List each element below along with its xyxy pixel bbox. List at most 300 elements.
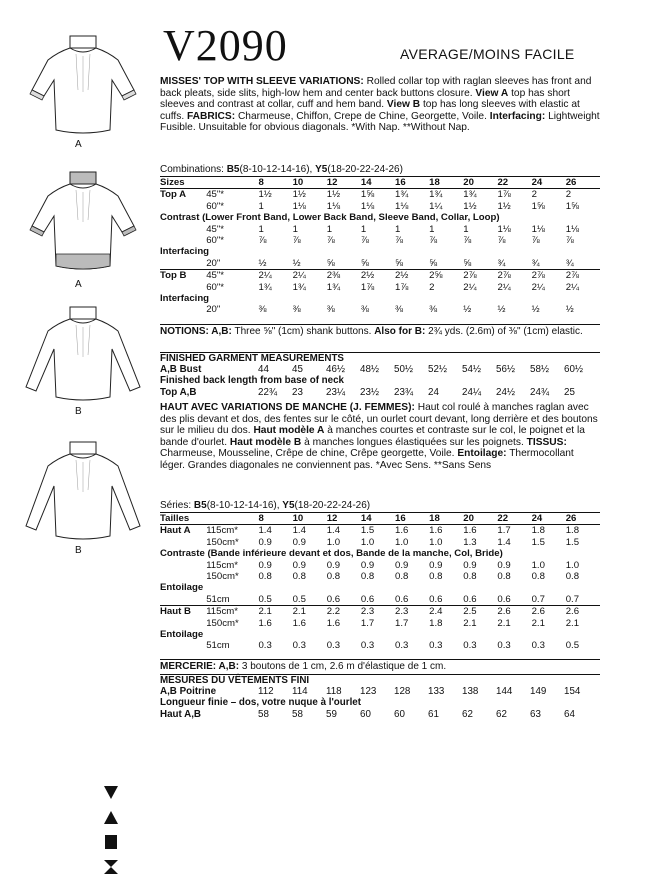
fabric-width: 150cm* xyxy=(206,617,239,629)
table-cell: 1 xyxy=(429,223,435,235)
length-value: 64 xyxy=(564,708,575,720)
table-cell: 1.8 xyxy=(565,525,580,537)
table-cell: ½ xyxy=(463,304,472,316)
table-cell: ⅞ xyxy=(463,235,472,247)
length-value: 23¾ xyxy=(394,386,414,398)
fabric-width: 115cm* xyxy=(202,606,258,618)
fabric-width: 45"* xyxy=(206,223,224,235)
table-cell: 1.8 xyxy=(531,525,545,537)
table-cell: 2.3 xyxy=(361,606,395,618)
table-cell: ⅝ xyxy=(429,257,438,269)
size-header: 26 xyxy=(566,513,600,525)
table-cell: 1¾ xyxy=(463,189,477,201)
table-cell: 0.6 xyxy=(429,593,443,605)
table-cell: 2.2 xyxy=(327,606,361,618)
bust-value: 154 xyxy=(564,686,581,698)
sketch-label-a2: A xyxy=(75,279,82,290)
bold-phrase: FABRICS: xyxy=(187,110,236,122)
bold-phrase: MISSES' TOP WITH SLEEVE VARIATIONS: xyxy=(160,76,364,87)
text-phrase: Three ⅝" (1cm) shank buttons. xyxy=(231,326,375,337)
table-cell: 2.1 xyxy=(531,617,545,629)
french-yardage-table xyxy=(160,512,600,652)
table-cell: 2⅞ xyxy=(566,270,600,282)
table-cell: 0.6 xyxy=(326,593,341,605)
table-cell: 0.9 xyxy=(429,559,443,571)
row-label xyxy=(160,618,202,629)
table-cell: 1⅛ xyxy=(326,200,341,212)
table-cell: 0.8 xyxy=(360,571,375,583)
table-cell: 2.6 xyxy=(566,606,600,618)
view-b-back-sketch xyxy=(18,305,148,405)
text-phrase: top has short sleeves and contrast at collar, cuff and hem band. xyxy=(160,87,570,111)
table-cell: 2½ xyxy=(395,270,429,282)
table-row xyxy=(160,571,600,582)
table-cell: ½ xyxy=(497,304,506,316)
table-cell: ⅝ xyxy=(326,257,335,269)
length-value: 63 xyxy=(530,708,541,720)
table-cell: ¾ xyxy=(531,257,540,269)
table-cell: 1.5 xyxy=(531,536,545,548)
section-label: Interfacing xyxy=(160,293,210,305)
bust-value: 149 xyxy=(530,686,547,698)
combinations-prefix: Combinations: xyxy=(160,164,227,175)
table-cell: ¾ xyxy=(497,257,506,269)
table-cell: 1½ xyxy=(292,189,306,201)
table-cell: 1.7 xyxy=(360,617,375,629)
bust-value: 50½ xyxy=(394,364,414,376)
length-title: Finished back length from base of neck xyxy=(160,375,345,387)
table-row xyxy=(160,282,600,293)
table-cell: 1.7 xyxy=(497,525,511,537)
series-b5: B5 xyxy=(193,500,207,511)
table-cell: 0.9 xyxy=(395,559,409,571)
bold-phrase: HAUT AVEC VARIATIONS DE MANCHE (J. FEMMES): xyxy=(160,402,415,413)
row-label xyxy=(160,537,202,548)
table-cell: 1.0 xyxy=(360,536,375,548)
length-value: 22¾ xyxy=(258,386,278,398)
length-value: 24¾ xyxy=(530,386,550,398)
table-cell: 2¼ xyxy=(258,270,292,282)
table-cell: 0.9 xyxy=(463,559,477,571)
bust-value: 123 xyxy=(360,686,377,698)
table-cell: 2½ xyxy=(361,270,395,282)
table-row xyxy=(160,548,600,559)
size-header: 16 xyxy=(395,177,429,189)
table-cell: 2¼ xyxy=(497,281,511,293)
table-cell: 1¼ xyxy=(429,200,443,212)
row-label xyxy=(160,640,202,651)
combo-b5: B5 xyxy=(226,164,240,175)
table-cell: 1.8 xyxy=(429,617,443,629)
table-cell: 1 xyxy=(258,223,264,235)
fabric-width: 20" xyxy=(206,304,221,316)
bust-value: 56½ xyxy=(496,364,516,376)
table-cell: ⅝ xyxy=(360,257,369,269)
table-cell: 1.4 xyxy=(326,525,341,537)
table-cell: 1½ xyxy=(326,189,341,201)
table-cell: 0.6 xyxy=(395,593,409,605)
table-cell: 1.5 xyxy=(565,536,580,548)
table-cell: 0.3 xyxy=(463,640,477,652)
table-cell: ⅞ xyxy=(326,235,335,247)
table-cell: 2¼ xyxy=(565,281,580,293)
table-cell: 1⅝ xyxy=(531,200,545,212)
table-cell: 0.3 xyxy=(258,640,272,652)
table-cell: ⅞ xyxy=(531,235,540,247)
text-phrase: à manches longues élastiquées sur les poignets. xyxy=(301,436,527,448)
french-finished-measurements xyxy=(160,675,600,720)
table-cell: ⅜ xyxy=(258,304,267,316)
fabric-width: 51cm xyxy=(206,640,230,652)
bold-phrase: View B xyxy=(386,99,421,111)
table-cell: ½ xyxy=(565,304,574,316)
fabric-width: 150cm* xyxy=(206,571,239,583)
table-cell: 1¾ xyxy=(326,281,341,293)
table-cell: 2¼ xyxy=(293,270,327,282)
table-cell: 1⅛ xyxy=(531,223,545,235)
table-row xyxy=(160,293,600,304)
table-cell: 0.9 xyxy=(326,559,341,571)
length-value: 23¼ xyxy=(326,386,346,398)
fabric-width: 20" xyxy=(206,257,221,269)
text-phrase: Charmeuse, Chiffon, Crepe de Chine, Georgette, Voile. xyxy=(235,110,490,122)
bust-value: 112 xyxy=(258,686,274,698)
table-cell: 1⅛ xyxy=(565,223,580,235)
table-cell: 0.8 xyxy=(463,571,477,583)
bold-phrase: MERCERIE: A,B: xyxy=(160,661,240,672)
table-cell: 1½ xyxy=(497,200,511,212)
table-cell: 1.6 xyxy=(292,617,306,629)
fabric-width: 115cm* xyxy=(206,559,239,571)
length-value: 23½ xyxy=(360,386,380,398)
table-row xyxy=(160,212,600,223)
series-line xyxy=(160,500,370,511)
size-header: 14 xyxy=(361,177,395,189)
length-row xyxy=(160,709,600,720)
view-a-back-sketch xyxy=(18,30,148,145)
table-row xyxy=(160,525,600,537)
size-header-row xyxy=(160,177,600,189)
fabric-width: 60"* xyxy=(206,281,224,293)
table-cell: 2.1 xyxy=(258,606,292,618)
table-cell: ½ xyxy=(531,304,540,316)
table-cell: ⅝ xyxy=(395,257,404,269)
table-cell: 2⅞ xyxy=(497,270,531,282)
text-phrase: à manches courtes et contraste sur le col, le poignet et la bande d'ourlet. xyxy=(160,425,585,448)
table-cell: 1.0 xyxy=(429,536,443,548)
table-cell: 1.0 xyxy=(531,559,545,571)
fabric-width: 45"* xyxy=(202,270,258,282)
divider xyxy=(160,659,600,660)
table-row xyxy=(160,270,600,282)
row-label xyxy=(160,224,202,235)
table-row xyxy=(160,201,600,212)
bold-phrase: Haut modèle A xyxy=(253,425,325,437)
english-description xyxy=(160,76,600,134)
bust-value: 118 xyxy=(326,686,342,698)
bust-value: 144 xyxy=(496,686,513,698)
french-description xyxy=(160,402,600,472)
table-cell: 1.4 xyxy=(292,525,306,537)
fabric-width: 45"* xyxy=(206,189,224,201)
size-header: 8 xyxy=(258,513,292,525)
length-value: 24½ xyxy=(496,386,516,398)
size-header: 8 xyxy=(258,177,292,189)
row-label xyxy=(160,258,202,270)
table-cell: 2.5 xyxy=(463,606,497,618)
length-value: 60 xyxy=(360,708,371,720)
measurements-title: MESURES DU VÊTEMENTS FINI xyxy=(160,675,310,686)
table-cell: 0.8 xyxy=(531,571,545,583)
table-row xyxy=(160,560,600,571)
table-cell: 0.6 xyxy=(497,593,511,605)
size-header: 10 xyxy=(293,513,327,525)
sizes-label: Sizes xyxy=(160,177,258,189)
bold-phrase: Entoilage: xyxy=(457,448,507,460)
french-notions xyxy=(160,661,600,672)
size-header: 24 xyxy=(532,177,566,189)
bust-value: 46½ xyxy=(326,364,346,376)
bold-phrase: TISSUS: xyxy=(526,436,567,448)
view-b-front-sketch xyxy=(18,440,148,545)
table-cell: 0.9 xyxy=(292,536,306,548)
up-triangle-icon xyxy=(103,809,119,825)
table-cell: 1.6 xyxy=(258,617,272,629)
text-phrase: 2¾ yds. (2.6m) of ⅜" (1cm) elastic. xyxy=(425,326,583,337)
bold-phrase: View A xyxy=(475,87,509,99)
table-cell: 1⅛ xyxy=(497,223,511,235)
table-cell: 0.9 xyxy=(497,559,511,571)
table-cell: 0.8 xyxy=(292,571,306,583)
table-cell: 2 xyxy=(429,281,435,293)
table-row xyxy=(160,594,600,606)
bust-value: 60½ xyxy=(564,364,584,376)
length-value: 59 xyxy=(326,708,337,720)
table-row xyxy=(160,618,600,629)
bust-value: 54½ xyxy=(462,364,482,376)
table-cell: 2.1 xyxy=(565,617,580,629)
table-row xyxy=(160,304,600,315)
size-header-row xyxy=(160,513,600,525)
bold-phrase: Also for B: xyxy=(374,326,426,337)
table-cell: 1½ xyxy=(463,200,477,212)
table-cell: ⅜ xyxy=(395,304,404,316)
table-cell: ⅞ xyxy=(292,235,301,247)
table-cell: ⅞ xyxy=(429,235,438,247)
table-cell: 0.7 xyxy=(565,593,580,605)
text-phrase: Rolled collar top with raglan sleeves has front and back pleats, side slits, high-low hem and center back buttons closure. xyxy=(160,76,592,99)
length-title: Longueur finie – dos, votre nuque à l'ourlet xyxy=(160,697,362,709)
table-cell: 1.6 xyxy=(326,617,341,629)
row-label xyxy=(160,282,202,293)
cutting-symbols xyxy=(103,784,121,884)
table-cell: ⅞ xyxy=(258,235,267,247)
table-cell: 0.3 xyxy=(497,640,511,652)
table-cell: 2¼ xyxy=(463,281,477,293)
difficulty-label: AVERAGE/MOINS FACILE xyxy=(400,46,575,62)
table-cell: ⅞ xyxy=(395,235,404,247)
size-header: 20 xyxy=(463,177,497,189)
table-cell: 0.8 xyxy=(565,571,580,583)
size-header: 22 xyxy=(497,177,531,189)
text-phrase: Thermocollant léger. Grandes diagonales ne conviennent pas. *Avec Sens. **Sans Sens xyxy=(160,448,574,471)
sketch-label-b1: B xyxy=(75,406,82,417)
table-cell: 0.8 xyxy=(258,571,272,583)
row-label xyxy=(160,594,202,606)
table-cell: ¾ xyxy=(565,257,574,269)
table-cell: 0.9 xyxy=(360,559,375,571)
divider xyxy=(160,324,600,325)
table-row xyxy=(160,189,600,201)
section-label: Entoilage xyxy=(160,582,204,594)
english-notions xyxy=(160,326,600,337)
sketch-label-a1: A xyxy=(75,139,82,150)
table-cell: 1⅛ xyxy=(292,200,306,212)
fabric-width: 115cm* xyxy=(206,525,239,537)
text-phrase: top has long sleeves with elastic at cuffs. xyxy=(160,99,580,122)
english-yardage-table xyxy=(160,176,600,316)
bust-label: A,B Poitrine xyxy=(160,686,217,698)
table-cell: 2⅞ xyxy=(463,270,497,282)
length-value: 58 xyxy=(292,708,303,720)
table-row xyxy=(160,629,600,640)
table-cell: 1.0 xyxy=(326,536,341,548)
table-cell: 0.3 xyxy=(395,640,409,652)
table-cell: 2 xyxy=(531,189,537,201)
bust-value: 44 xyxy=(258,364,269,376)
table-cell: 0.5 xyxy=(258,593,272,605)
combo-y5: Y5 xyxy=(315,164,328,175)
table-cell: 2.4 xyxy=(429,606,463,618)
table-cell: 2⅝ xyxy=(429,270,463,282)
bust-value: 138 xyxy=(462,686,479,698)
series-b5-sizes: (8-10-12-14-16), xyxy=(206,500,283,511)
bust-label: A,B Bust xyxy=(160,364,202,376)
table-cell: ⅜ xyxy=(360,304,369,316)
table-cell: 0.3 xyxy=(531,640,545,652)
sizes-label: Tailles xyxy=(160,513,258,525)
square-icon xyxy=(103,834,119,850)
table-cell: 1 xyxy=(463,223,469,235)
table-cell: 0.9 xyxy=(258,536,272,548)
row-label xyxy=(160,571,202,582)
table-cell: 0.3 xyxy=(429,640,443,652)
length-label: Haut A,B xyxy=(160,708,202,720)
table-cell: 0.8 xyxy=(326,571,341,583)
table-cell: 2.1 xyxy=(293,606,327,618)
table-row xyxy=(160,606,600,618)
table-cell: 1⅞ xyxy=(360,281,375,293)
length-value: 24 xyxy=(428,386,439,398)
table-cell: 2.3 xyxy=(395,606,429,618)
table-cell: 1 xyxy=(326,223,333,235)
length-row xyxy=(160,387,600,398)
size-header: 10 xyxy=(293,177,327,189)
bust-row xyxy=(160,686,600,697)
table-cell: 1 xyxy=(292,223,298,235)
table-cell: 0.5 xyxy=(565,640,580,652)
table-cell: 2¼ xyxy=(531,281,545,293)
size-header: 24 xyxy=(532,513,566,525)
english-finished-measurements xyxy=(160,353,600,398)
row-label: Top A xyxy=(160,189,187,201)
size-header: 12 xyxy=(327,513,361,525)
down-triangle-icon xyxy=(103,784,119,800)
length-value: 62 xyxy=(496,708,507,720)
text-phrase: 3 boutons de 1 cm, 2.6 m d'élastique de 1 cm. xyxy=(239,661,447,672)
table-cell: 2.1 xyxy=(497,617,511,629)
table-cell: 2.1 xyxy=(463,617,477,629)
length-value: 62 xyxy=(462,708,473,720)
combo-y5-sizes: (18-20-22-24-26) xyxy=(327,164,403,175)
size-header: 26 xyxy=(566,177,600,189)
row-label: Haut B xyxy=(160,606,202,618)
bust-row xyxy=(160,364,600,375)
table-cell: 1.6 xyxy=(429,525,443,537)
table-cell: 2⅜ xyxy=(327,270,361,282)
bold-phrase: Haut modèle B xyxy=(229,436,302,448)
table-cell: 0.8 xyxy=(395,571,409,583)
table-cell: 0.8 xyxy=(497,571,511,583)
bust-value: 114 xyxy=(292,686,308,698)
series-prefix: Séries: xyxy=(160,500,194,511)
view-a-front-sketch xyxy=(18,170,148,280)
row-label xyxy=(160,560,202,571)
row-label xyxy=(160,201,202,212)
size-header: 12 xyxy=(327,177,361,189)
table-cell: 1⅝ xyxy=(565,200,580,212)
length-value: 23 xyxy=(292,386,303,398)
series-y5-sizes: (18-20-22-24-26) xyxy=(294,500,371,511)
length-value: 60 xyxy=(394,708,405,720)
table-cell: ⅝ xyxy=(463,257,472,269)
table-row xyxy=(160,640,600,651)
table-cell: 0.3 xyxy=(292,640,306,652)
size-header: 22 xyxy=(497,513,531,525)
size-header: 18 xyxy=(429,177,463,189)
row-label xyxy=(160,304,202,315)
table-cell: 1 xyxy=(258,200,264,212)
sketch-label-b2: B xyxy=(75,545,82,556)
table-cell: 1¾ xyxy=(395,189,409,201)
table-cell: 1½ xyxy=(258,189,272,201)
size-header: 14 xyxy=(361,513,395,525)
table-cell: 0.6 xyxy=(360,593,375,605)
table-cell: 2.6 xyxy=(532,606,566,618)
table-cell: ⅞ xyxy=(497,235,506,247)
bust-value: 45 xyxy=(292,364,303,376)
measurements-title: FINISHED GARMENT MEASUREMENTS xyxy=(160,353,344,364)
table-cell: 0.9 xyxy=(292,559,306,571)
table-cell: ½ xyxy=(258,257,267,269)
text-phrase: Haut col roulé à manches raglan avec des plis devant et dos, des fentes sur le côté, un ourlet court devant, long derrière et des boutons sur le milieu du dos. xyxy=(160,402,598,437)
length-value: 58 xyxy=(258,708,269,720)
size-header: 18 xyxy=(429,513,463,525)
table-cell: 0.9 xyxy=(258,559,272,571)
table-cell: ⅞ xyxy=(565,235,574,247)
table-cell: 2 xyxy=(565,189,572,201)
table-cell: 1¾ xyxy=(292,281,306,293)
table-row xyxy=(160,224,600,235)
table-row xyxy=(160,582,600,593)
fabric-width: 60"* xyxy=(206,235,224,247)
table-cell: 0.7 xyxy=(531,593,545,605)
table-cell: 1 xyxy=(360,223,367,235)
table-cell: 0.3 xyxy=(360,640,375,652)
text-phrase: Charmeuse, Mousseline, Crêpe de chine, Crêpe georgette, Voile. xyxy=(160,448,458,460)
table-cell: ⅞ xyxy=(360,235,369,247)
text-phrase: Lightweight Fusible. Unsuitable for obvious diagonals. *With Nap. **Without Nap. xyxy=(160,110,600,134)
